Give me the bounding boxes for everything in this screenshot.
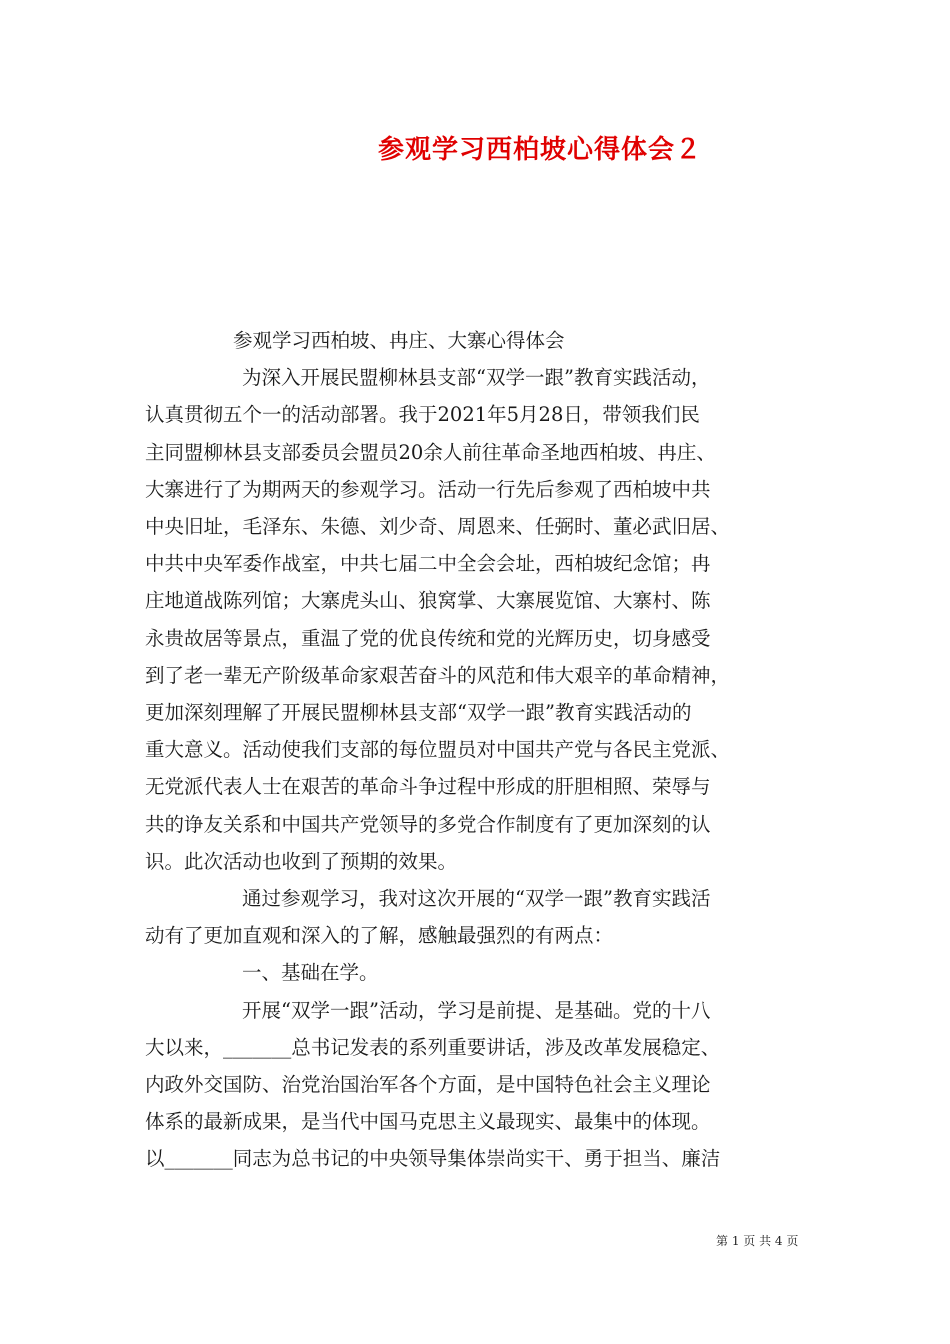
body-line: 为深入开展民盟柳林县支部“双学一跟”教育实践活动， xyxy=(242,366,711,390)
body-line: 永贵故居等景点，重温了党的优良传统和党的光辉历史，切身感受 xyxy=(145,626,711,650)
document-subtitle: 参观学习西柏坡、冉庄、大寨心得体会 xyxy=(233,329,565,352)
body-line: 更加深刻理解了开展民盟柳林县支部“双学一跟”教育实践活动的 xyxy=(145,701,692,725)
body-line: 到了老一辈无产阶级革命家艰苦奋斗的风范和伟大艰辛的革命精神， xyxy=(145,663,731,687)
document-body xyxy=(145,322,825,1178)
section-heading: 一、基础在学。 xyxy=(242,961,379,985)
body-line: 体系的最新成果，是当代中国马克思主义最现实、最集中的体现。 xyxy=(145,1110,711,1134)
body-line: 中共中央军委作战室，中共七届二中全会会址，西柏坡纪念馆；冉 xyxy=(145,552,711,576)
body-line: 通过参观学习，我对这次开展的“双学一跟”教育实践活 xyxy=(242,887,711,911)
body-line: 中央旧址，毛泽东、朱德、刘少奇、周恩来、任弼时、董必武旧居、 xyxy=(145,515,731,539)
page-number: 第 1 页 共 4 页 xyxy=(716,1234,799,1248)
document-title: 参观学习西柏坡心得体会２ xyxy=(377,135,702,165)
body-line: 开展“双学一跟”活动，学习是前提、是基础。党的十八 xyxy=(242,998,711,1022)
body-line: 认真贯彻五个一的活动部署。我于2021年5月28日，带领我们民 xyxy=(145,403,700,427)
body-line: 识。此次活动也收到了预期的效果。 xyxy=(145,849,458,873)
body-line: 重大意义。活动使我们支部的每位盟员对中国共产党与各民主党派、 xyxy=(145,738,731,762)
body-line: 共的诤友关系和中国共产党领导的多党合作制度有了更加深刻的认 xyxy=(145,812,711,836)
body-line: 庄地道战陈列馆；大寨虎头山、狼窝掌、大寨展览馆、大寨村、陈 xyxy=(145,589,711,613)
body-line: 大寨进行了为期两天的参观学习。活动一行先后参观了西柏坡中共 xyxy=(145,477,711,501)
body-line: 内政外交国防、治党治国治军各个方面，是中国特色社会主义理论 xyxy=(145,1073,711,1097)
body-line: 无党派代表人士在艰苦的革命斗争过程中形成的肝胆相照、荣辱与 xyxy=(145,775,711,799)
body-line: 动有了更加直观和深入的了解，感触最强烈的有两点： xyxy=(145,924,614,948)
body-line: 以_______同志为总书记的中央领导集体崇尚实干、勇于担当、廉洁 xyxy=(145,1147,721,1171)
body-line: 主同盟柳林县支部委员会盟员20余人前往革命圣地西柏坡、冉庄、 xyxy=(145,440,716,464)
body-line: 大以来，_______总书记发表的系列重要讲话，涉及改革发展稳定、 xyxy=(145,1035,721,1059)
